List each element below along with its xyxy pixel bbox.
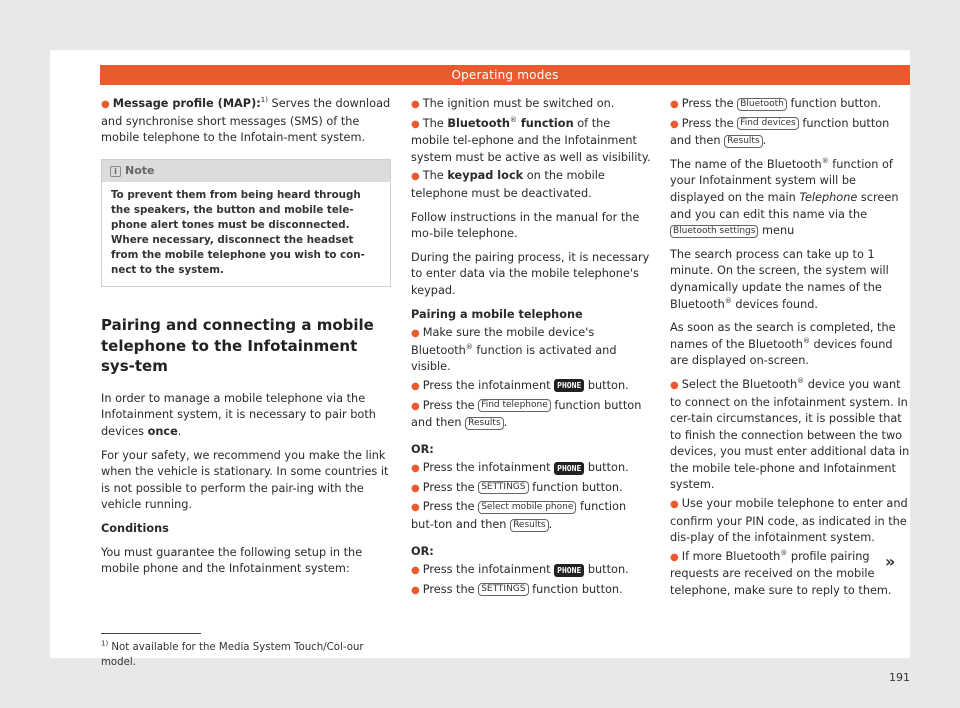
bullet-icon: ● xyxy=(670,99,679,110)
bluetooth-button: Bluetooth xyxy=(737,98,787,111)
footnote: $^{1)}$ Not available for the Media System Touch/Col-our model. xyxy=(101,639,364,668)
continue-icon: » xyxy=(885,552,896,571)
list-item: ● If more Bluetooth® profile pairing requests are received on the mobile telephone, make sure to reply to them. xyxy=(670,549,892,598)
list-item: ● The Bluetooth® function of the mobile tel-ephone and the Infotainment system must be active as well as visibility. xyxy=(411,115,651,164)
bullet-icon: ● xyxy=(411,400,420,412)
paragraph-map: ● Message profile (MAP):$^{1)}$ Serves the download and synchronise short messages (SMS) of the mobile telephone to the Infotain-ment system. xyxy=(101,96,391,145)
list-item: ● Press the infotainment PHONE button. xyxy=(411,378,629,392)
info-icon: i xyxy=(110,166,121,177)
list-item: ● The ignition must be switched on. xyxy=(411,97,615,110)
settings-button: SETTINGS xyxy=(478,583,528,596)
results-button: Results xyxy=(510,519,549,532)
bullet-icon: ● xyxy=(411,584,420,596)
list-item: ● The keypad lock on the mobile telephone must be deactivated. xyxy=(411,169,605,200)
column-2 xyxy=(411,96,651,606)
find-devices-button: Find devices xyxy=(737,117,799,130)
section-header: Operating modes xyxy=(100,65,910,85)
bullet-icon: ● xyxy=(670,379,679,391)
note-body: To prevent them from being heard through the speakers, the button and mobile tele-phone alert tones must be disconnected. Where necessary, disconnect the headset from the mobile telephone you wish to con-nect to the system. xyxy=(111,189,365,277)
phone-key-icon: PHONE xyxy=(554,564,584,577)
list-item: ● Press the Bluetooth function button. xyxy=(670,97,882,110)
column-1 xyxy=(101,96,391,585)
paragraph-safety: For your safety, we recommend you make the link when the vehicle is stationary. In some countries it is not possible to perform the pair-ing with the vehicle running. xyxy=(101,448,389,512)
select-mobile-phone-button: Select mobile phone xyxy=(478,501,576,514)
list-item: ● Press the infotainment PHONE button. xyxy=(411,563,629,577)
list-item: ● Make sure the mobile device's Bluetooth® function is activated and visible. xyxy=(411,326,617,374)
list-item: ● Press the Select mobile phone function but-ton and then Results . xyxy=(411,500,627,532)
phone-key-icon: PHONE xyxy=(554,379,584,392)
list-item: ● Press the Find devices function button and then Results . xyxy=(670,116,890,148)
page-content xyxy=(50,50,910,684)
paragraph-search: The search process can take up to 1 minute. On the screen, the system will dynamically update the names of the Bluetooth® devices found. xyxy=(670,247,889,311)
paragraph-bt-name: The name of the Bluetooth® function of your Infotainment system will be displayed on the main Telephone screen and you can edit this name via the Bluetooth settings menu xyxy=(670,157,899,238)
bullet-icon: ● xyxy=(411,328,420,340)
list-item: ● Press the SETTINGS function button. xyxy=(411,582,623,596)
bullet-icon: ● xyxy=(411,565,420,577)
page-number: 191 xyxy=(889,671,910,684)
note-header: i Note xyxy=(102,160,390,183)
paragraph-follow: Follow instructions in the manual for the mo-bile telephone. xyxy=(411,210,640,241)
bullet-icon: ● xyxy=(411,380,420,392)
results-button: Results xyxy=(465,417,504,430)
bullet-icon: ● xyxy=(411,482,420,494)
bullet-icon: ● xyxy=(670,118,679,130)
list-item: ● Press the Find telephone function button and then Results . xyxy=(411,398,642,430)
find-telephone-button: Find telephone xyxy=(478,399,551,412)
note-box xyxy=(101,159,391,288)
subheading-pairing: Pairing a mobile telephone xyxy=(411,307,583,321)
results-button: Results xyxy=(724,135,763,148)
bullet-icon: ● xyxy=(411,463,420,475)
settings-button: SETTINGS xyxy=(478,481,528,494)
paragraph-keypad: During the pairing process, it is necessary to enter data via the mobile telephone's keypad. xyxy=(411,250,650,297)
or-label: OR: xyxy=(411,544,434,558)
list-item: ● Select the Bluetooth® device you want to connect on the infotainment system. In cer-tain circumstances, it is possible that to finish the connection between the two devices, you must enter additional data in the mobile tele-phone and Infotainment system. xyxy=(670,377,910,492)
paragraph-pairing-intro: In order to manage a mobile telephone via the Infotainment system, it is necessary to pair both devices once. xyxy=(101,391,376,439)
list-item: ● Press the SETTINGS function button. xyxy=(411,480,623,494)
column-3 xyxy=(670,96,910,607)
list-item: ● Press the infotainment PHONE button. xyxy=(411,461,629,475)
list-item: ● Use your mobile telephone to enter and confirm your PIN code, as indicated in the dis-play of the infotainment system. xyxy=(670,497,908,545)
bullet-icon: ● xyxy=(670,551,679,563)
bullet-icon: ● xyxy=(411,118,420,130)
bullet-icon: ● xyxy=(411,99,420,110)
conditions-heading: Conditions xyxy=(101,522,169,536)
or-label: OR: xyxy=(411,442,434,456)
phone-key-icon: PHONE xyxy=(554,462,584,475)
footnote-divider xyxy=(101,633,201,634)
bullet-icon: ● xyxy=(411,502,420,514)
section-heading: Pairing and connecting a mobile telephone to the Infotainment sys-tem xyxy=(101,316,374,376)
bullet-icon: ● xyxy=(670,499,679,511)
paragraph-conditions: You must guarantee the following setup in the mobile phone and the Infotainment system: xyxy=(101,545,363,576)
bullet-icon: ● xyxy=(411,171,420,183)
bluetooth-settings-button: Bluetooth settings xyxy=(670,225,758,238)
bullet-icon: ● xyxy=(101,99,110,110)
paragraph-search-complete: As soon as the search is completed, the names of the Bluetooth® devices found are displayed on-screen. xyxy=(670,321,896,368)
